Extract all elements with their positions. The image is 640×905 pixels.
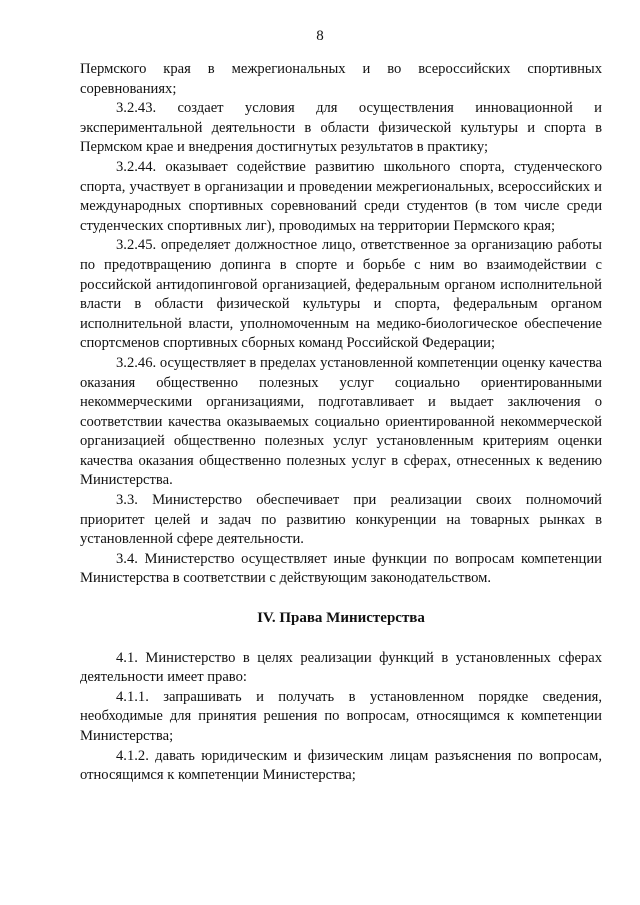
paragraph: 4.1. Министерство в целях реализации функций в установленных сферах деятельности имеет право: bbox=[80, 649, 602, 686]
paragraph: 3.2.46. осуществляет в пределах установленной компетенции оценку качества оказания общественно полезных услуг социально ориентированными некоммерческими организациями, подготавливает и выдает заключения о соответствии качества оказываемых социально ориентированной некоммерческой организацией общественно полезных услуг установленным критериям оценки качества оказания общественно полезных услуг в сферах, отнесенных к ведению Министерства. bbox=[80, 354, 602, 489]
paragraph: 3.2.43. создает условия для осуществления инновационной и экспериментальной деятельности в области физической культуры и спорта в Пермском крае и внедрения достигнутых результатов в практику; bbox=[80, 100, 602, 156]
paragraph: Пермского края в межрегиональных и во всероссийских спортивных соревнованиях; bbox=[80, 61, 602, 97]
page-number: 8 bbox=[316, 28, 324, 44]
paragraphs-after bbox=[80, 649, 602, 786]
section-heading: IV. Права Министерства bbox=[257, 610, 425, 627]
paragraph: 3.4. Министерство осуществляет иные функции по вопросам компетенции Министерства в соответствии с действующим законодательством. bbox=[80, 550, 602, 587]
paragraph: 4.1.2. давать юридическим и физическим лицам разъяснения по вопросам, относящимся к компетенции Министерства; bbox=[80, 747, 602, 784]
paragraph: 3.2.45. определяет должностное лицо, ответственное за организацию работы по предотвращению допинга в спорте и борьбе с ним во взаимодействии с российской антидопинговой организацией, федеральным органом исполнительной власти в области физической культуры и спорта, федеральным органом исполнительной власти, уполномоченным на медико-биологическое обеспечение спортсменов спортивных сборных команд Российской Федерации; bbox=[80, 237, 602, 352]
paragraph: 3.2.44. оказывает содействие развитию школьного спорта, студенческого спорта, участвует в организации и проведении межрегиональных, всероссийских и международных спортивных соревнований среди студентов (в том числе среди студенческих спортивных лиг), проводимых на территории Пермского края; bbox=[80, 158, 602, 234]
paragraphs-before bbox=[80, 60, 602, 589]
paragraph: 3.3. Министерство обеспечивает при реализации своих полномочий приоритет целей и задач по развитию конкуренции на товарных рынках в установленной сфере деятельности. bbox=[80, 492, 602, 548]
paragraph: 4.1.1. запрашивать и получать в установленном порядке сведения, необходимые для принятия решения по вопросам, относящимся к компетенции Министерства; bbox=[80, 688, 602, 744]
document-body bbox=[80, 60, 602, 786]
